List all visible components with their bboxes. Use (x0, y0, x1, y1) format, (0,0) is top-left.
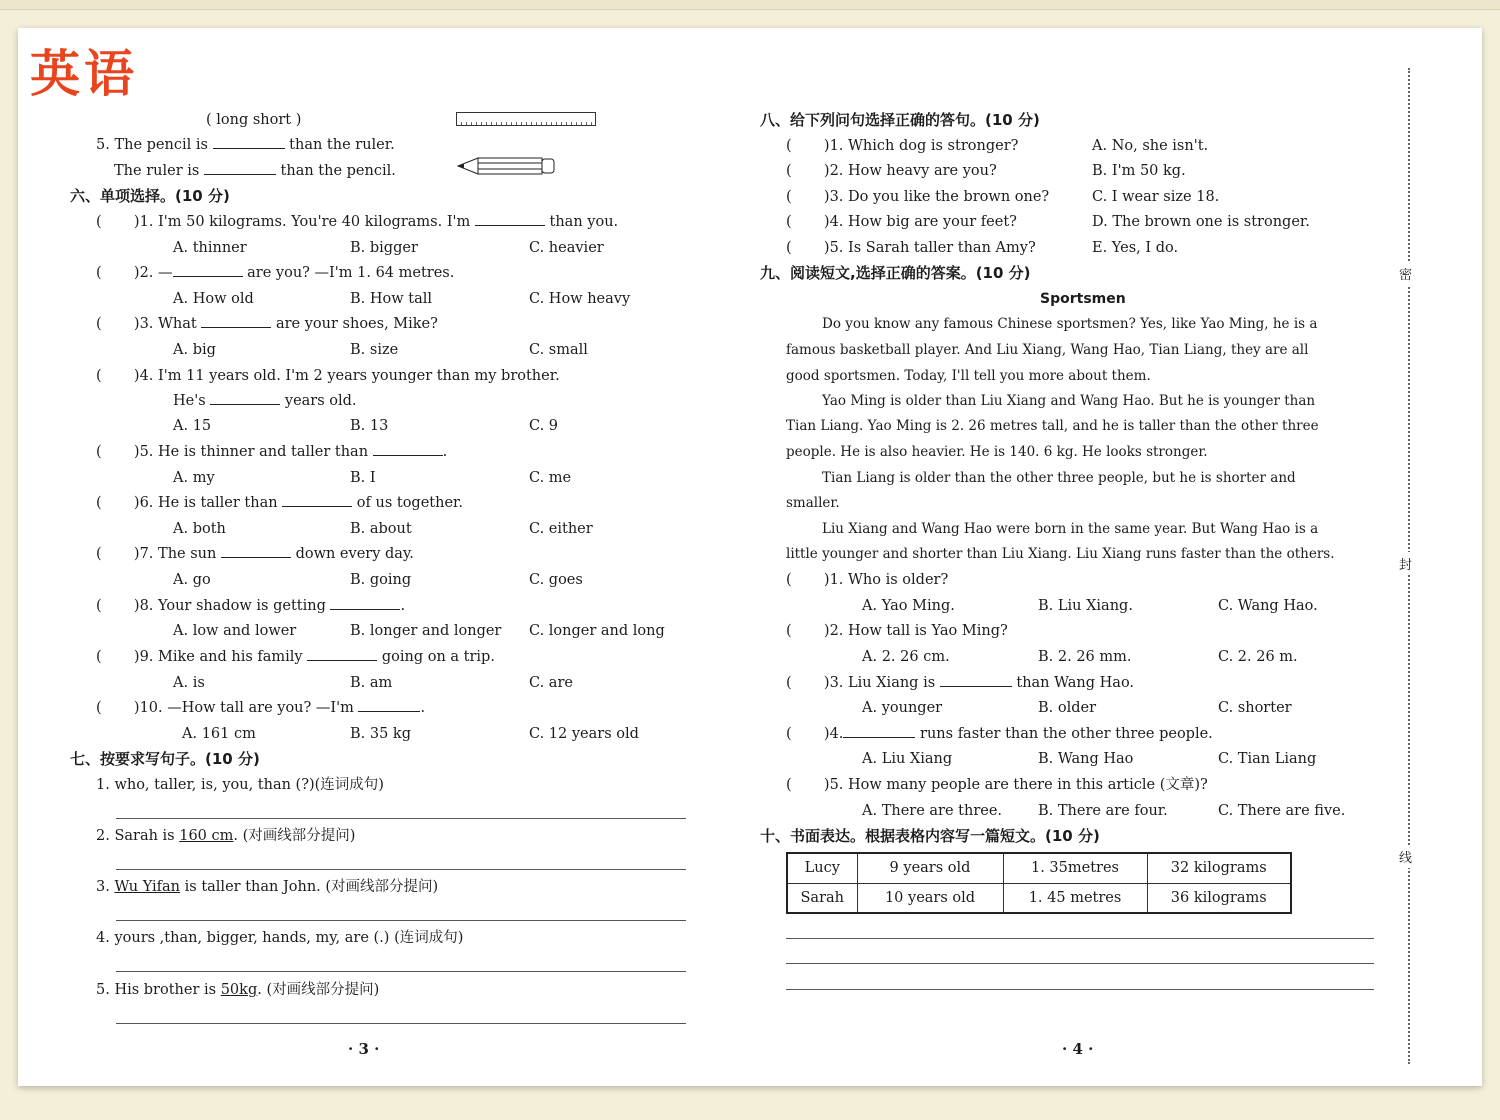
mc-q9-a[interactable]: A. is (173, 675, 205, 691)
passage-line: Tian Liang. Yao Ming is 2. 26 metres tall, and he is taller than the other three (786, 418, 1319, 434)
passage-line: smaller. (786, 495, 840, 511)
answer-line[interactable] (116, 920, 686, 921)
passage-title: Sportsmen (1040, 291, 1126, 307)
table-row (787, 853, 1291, 883)
mc-q1-b[interactable]: B. bigger (350, 240, 418, 256)
match-q1: ( )1. Which dog is stronger? (786, 138, 1019, 154)
margin-label-seal: 密 (1399, 262, 1412, 285)
section-6-heading: 六、单项选择。(10 分) (70, 187, 230, 205)
answer-blank[interactable] (373, 442, 443, 456)
match-a2: B. I'm 50 kg. (1092, 163, 1186, 179)
answer-line[interactable] (116, 869, 686, 870)
ruler-illustration (456, 112, 596, 126)
top-strip (0, 0, 1500, 10)
answer-blank[interactable] (213, 135, 285, 149)
mc-q7-b[interactable]: B. going (350, 572, 412, 588)
match-q4: ( )4. How big are your feet? (786, 214, 1017, 230)
pencil-illustration (456, 154, 556, 178)
mc-q8: ( )8. Your shadow is getting . (96, 598, 406, 614)
rq-3-b[interactable]: B. older (1038, 700, 1097, 716)
match-a5: E. Yes, I do. (1092, 240, 1179, 256)
mc-q7-a[interactable]: A. go (173, 572, 211, 588)
question-text: )5. Is Sarah taller than Amy? (823, 240, 1036, 256)
mc-q6: ( )6. He is taller than of us together. (96, 495, 463, 511)
question-tail: than you. (549, 214, 619, 230)
rq-3-a[interactable]: A. younger (862, 700, 943, 716)
passage-line: Liu Xiang and Wang Hao were born in the same year. But Wang Hao is a (822, 521, 1319, 537)
section-10-heading: 十、书面表达。根据表格内容写一篇短文。(10 分) (760, 827, 1100, 845)
mc-q8-c[interactable]: C. longer and long (529, 623, 665, 639)
answer-blank[interactable] (282, 493, 352, 507)
mc-q3-a[interactable]: A. big (173, 342, 216, 358)
table-cell: 1. 45 metres (1003, 883, 1147, 913)
mc-q10-c[interactable]: C. 12 years old (529, 726, 639, 742)
answer-blank[interactable] (210, 391, 280, 405)
answer-blank[interactable] (843, 724, 915, 738)
margin-label-line: 线 (1399, 845, 1412, 868)
question-tail: are you? —I'm 1. 64 metres. (247, 265, 455, 281)
question-tail: . (420, 700, 426, 716)
page-number-left: · 3 · (348, 1040, 380, 1058)
mc-q10-a[interactable]: A. 161 cm (182, 726, 256, 742)
mc-q9-b[interactable]: B. am (350, 675, 393, 691)
q5-text: 5. The pencil is (96, 137, 208, 153)
answer-blank[interactable] (940, 673, 1012, 687)
answer-blank[interactable] (330, 596, 400, 610)
question-text: )7. The sun (133, 546, 217, 562)
table-row (787, 883, 1291, 913)
rq-5-c[interactable]: C. There are five. (1218, 803, 1346, 819)
mc-q9-c[interactable]: C. are (529, 675, 573, 691)
mc-q6-c[interactable]: C. either (529, 521, 593, 537)
match-a4: D. The brown one is stronger. (1092, 214, 1310, 230)
rq-3: ( )3. Liu Xiang is than Wang Hao. (786, 675, 1135, 691)
mc-q5: ( )5. He is thinner and taller than . (96, 444, 448, 460)
question-tail: . (对画线部分提问) (233, 828, 356, 844)
match-q2: ( )2. How heavy are you? (786, 163, 997, 179)
rq-2-a[interactable]: A. 2. 26 cm. (862, 649, 950, 665)
rq-5: ( )5. How many people are there in this article (文章)? (786, 777, 1208, 793)
q5-text-end: than the pencil. (280, 163, 396, 179)
mc-q3-c[interactable]: C. small (529, 342, 588, 358)
passage-line: Do you know any famous Chinese sportsmen? Yes, like Yao Ming, he is a (822, 316, 1318, 332)
rq-4: ( )4. runs faster than the other three people. (786, 726, 1213, 742)
mc-q4: ( )4. I'm 11 years old. I'm 2 years younger than my brother. (96, 368, 560, 384)
rq-5-a[interactable]: A. There are three. (862, 803, 1003, 819)
table-cell: 1. 35metres (1003, 853, 1147, 883)
table-cell: 10 years old (857, 883, 1003, 913)
question-text: )2. — (133, 265, 173, 281)
rq-1: ( )1. Who is older? (786, 572, 949, 588)
question-text: 3. (96, 879, 115, 895)
question-text: )1. I'm 50 kilograms. You're 40 kilograms. I'm (133, 214, 471, 230)
passage-line: famous basketball player. And Liu Xiang, Wang Hao, Tian Liang, they are all (786, 342, 1309, 358)
passage-line: Yao Ming is older than Liu Xiang and Wang Hao. But he is younger than (822, 393, 1316, 409)
answer-line[interactable] (786, 938, 1374, 939)
table-cell: Lucy (787, 853, 857, 883)
question-text: )5. How many people are there in this article (文章)? (823, 777, 1208, 793)
underlined-part: 50kg (220, 982, 258, 998)
question-text: 2. Sarah is (96, 828, 180, 844)
answer-line[interactable] (116, 971, 686, 972)
question-text: )9. Mike and his family (133, 649, 303, 665)
section-8-heading: 八、给下列问句选择正确的答句。(10 分) (760, 111, 1040, 129)
passage-line: good sportsmen. Today, I'll tell you more about them. (786, 368, 1151, 384)
question-tail: . (对画线部分提问) (257, 982, 380, 998)
rq-2-c[interactable]: C. 2. 26 m. (1218, 649, 1298, 665)
answer-line[interactable] (786, 989, 1374, 990)
answer-blank[interactable] (307, 647, 377, 661)
mc-q1-c[interactable]: C. heavier (529, 240, 604, 256)
q5-line2 (114, 161, 396, 181)
match-a3: C. I wear size 18. (1092, 189, 1220, 205)
rq-4-b[interactable]: B. Wang Hao (1038, 751, 1134, 767)
rq-4-c[interactable]: C. Tian Liang (1218, 751, 1317, 767)
question-text: )4. I'm 11 years old. I'm 2 years younger than my brother. (133, 368, 560, 384)
section-9-heading: 九、阅读短文,选择正确的答案。(10 分) (760, 264, 1031, 282)
rq-3-c[interactable]: C. shorter (1218, 700, 1292, 716)
answer-blank[interactable] (201, 314, 271, 328)
mc-q4-c[interactable]: C. 9 (529, 418, 559, 434)
mc-q4-b[interactable]: B. 13 (350, 418, 389, 434)
question-text: )10. —How tall are you? —I'm (133, 700, 354, 716)
mc-q2: ( )2. — are you? —I'm 1. 64 metres. (96, 265, 455, 281)
mc-q10-b[interactable]: B. 35 kg (350, 726, 412, 742)
question-text: )4. How big are your feet? (823, 214, 1017, 230)
write-q3 (96, 877, 438, 897)
question-text: )3. Liu Xiang is (823, 675, 936, 691)
question-text: He's (173, 393, 206, 409)
rq-5-b[interactable]: B. There are four. (1038, 803, 1168, 819)
mc-q5-b[interactable]: B. I (350, 470, 376, 486)
mc-q5-c[interactable]: C. me (529, 470, 572, 486)
answer-line[interactable] (786, 963, 1374, 964)
question-text: 5. His brother is (96, 982, 221, 998)
question-text: )4. (823, 726, 844, 742)
mc-q2-b[interactable]: B. How tall (350, 291, 433, 307)
rq-1-b[interactable]: B. Liu Xiang. (1038, 598, 1133, 614)
question-tail: . (442, 444, 448, 460)
question-text: )3. What (133, 316, 197, 332)
question-text: )3. Do you like the brown one? (823, 189, 1050, 205)
passage-line: people. He is also heavier. He is 140. 6 kg. He looks stronger. (786, 444, 1208, 460)
passage-line: Tian Liang is older than the other three people, but he is shorter and (822, 470, 1296, 486)
question-text: )6. He is taller than (133, 495, 278, 511)
write-q1: 1. who, taller, is, you, than (?)(连词成句) (96, 777, 384, 793)
question-tail: is taller than John. (对画线部分提问) (180, 879, 439, 895)
info-table (786, 852, 1292, 914)
rq-1-c[interactable]: C. Wang Hao. (1218, 598, 1318, 614)
question-tail: runs faster than the other three people. (920, 726, 1213, 742)
mc-q7-c[interactable]: C. goes (529, 572, 583, 588)
question-tail: of us together. (356, 495, 463, 511)
table-cell: 36 kilograms (1147, 883, 1291, 913)
answer-blank[interactable] (173, 263, 243, 277)
answer-line[interactable] (116, 818, 686, 819)
mc-q4-line2 (173, 391, 357, 411)
match-a1: A. No, she isn't. (1092, 138, 1209, 154)
underlined-part: 160 cm (179, 828, 234, 844)
table-cell: Sarah (787, 883, 857, 913)
table-cell: 9 years old (857, 853, 1003, 883)
question-tail: are your shoes, Mike? (275, 316, 438, 332)
subject-title: 英语 (30, 45, 138, 103)
answer-line[interactable] (116, 1023, 686, 1024)
mc-q6-a[interactable]: A. both (173, 521, 226, 537)
section-7-heading: 七、按要求写句子。(10 分) (70, 750, 260, 768)
question-tail: years old. (284, 393, 357, 409)
mc-q3: ( )3. What are your shoes, Mike? (96, 316, 438, 332)
mc-q4-a[interactable]: A. 15 (173, 418, 212, 434)
mc-q10: ( )10. —How tall are you? —I'm . (96, 700, 426, 716)
q5-text: The ruler is (114, 163, 200, 179)
passage-line: little younger and shorter than Liu Xiang. Liu Xiang runs faster than the others. (786, 546, 1335, 562)
question-tail: down every day. (295, 546, 414, 562)
answer-blank[interactable] (475, 212, 545, 226)
question-text: )1. Who is older? (823, 572, 949, 588)
question-text: )5. He is thinner and taller than (133, 444, 369, 460)
mc-q9: ( )9. Mike and his family going on a trip. (96, 649, 495, 665)
match-q3: ( )3. Do you like the brown one? (786, 189, 1050, 205)
match-q5: ( )5. Is Sarah taller than Amy? (786, 240, 1036, 256)
table-cell: 32 kilograms (1147, 853, 1291, 883)
mc-q6-b[interactable]: B. about (350, 521, 412, 537)
write-q2 (96, 826, 355, 846)
margin-label-sealed: 封 (1399, 552, 1412, 575)
rq-2: ( )2. How tall is Yao Ming? (786, 623, 1008, 639)
question-tail: . (400, 598, 406, 614)
question-tail: going on a trip. (381, 649, 495, 665)
answer-blank[interactable] (204, 161, 276, 175)
q5-line1 (96, 135, 395, 155)
question-text: )8. Your shadow is getting (133, 598, 326, 614)
question-text: )2. How tall is Yao Ming? (823, 623, 1008, 639)
mc-q1-a[interactable]: A. thinner (173, 240, 247, 256)
mc-q1: ( )1. I'm 50 kilograms. You're 40 kilograms. I'm than you. (96, 214, 619, 230)
question-tail: than Wang Hao. (1016, 675, 1135, 691)
mc-q8-a[interactable]: A. low and lower (173, 623, 297, 639)
mc-q2-c[interactable]: C. How heavy (529, 291, 631, 307)
rq-2-b[interactable]: B. 2. 26 mm. (1038, 649, 1132, 665)
mc-q2-a[interactable]: A. How old (173, 291, 254, 307)
answer-blank[interactable] (221, 544, 291, 558)
mc-q8-b[interactable]: B. longer and longer (350, 623, 502, 639)
q5-text-end: than the ruler. (289, 137, 395, 153)
adjective-hint: ( long short ) (206, 112, 302, 128)
mc-q7: ( )7. The sun down every day. (96, 546, 414, 562)
mc-q5-a[interactable]: A. my (173, 470, 215, 486)
write-q5 (96, 980, 379, 1000)
underlined-part: Wu Yifan (114, 879, 181, 895)
rq-1-a[interactable]: A. Yao Ming. (862, 598, 955, 614)
rq-4-a[interactable]: A. Liu Xiang (862, 751, 953, 767)
question-text: )2. How heavy are you? (823, 163, 997, 179)
write-q4: 4. yours ,than, bigger, hands, my, are (.) (连词成句) (96, 930, 464, 946)
answer-blank[interactable] (358, 698, 420, 712)
mc-q3-b[interactable]: B. size (350, 342, 399, 358)
question-text: )1. Which dog is stronger? (823, 138, 1019, 154)
page-number-right: · 4 · (1062, 1040, 1094, 1058)
